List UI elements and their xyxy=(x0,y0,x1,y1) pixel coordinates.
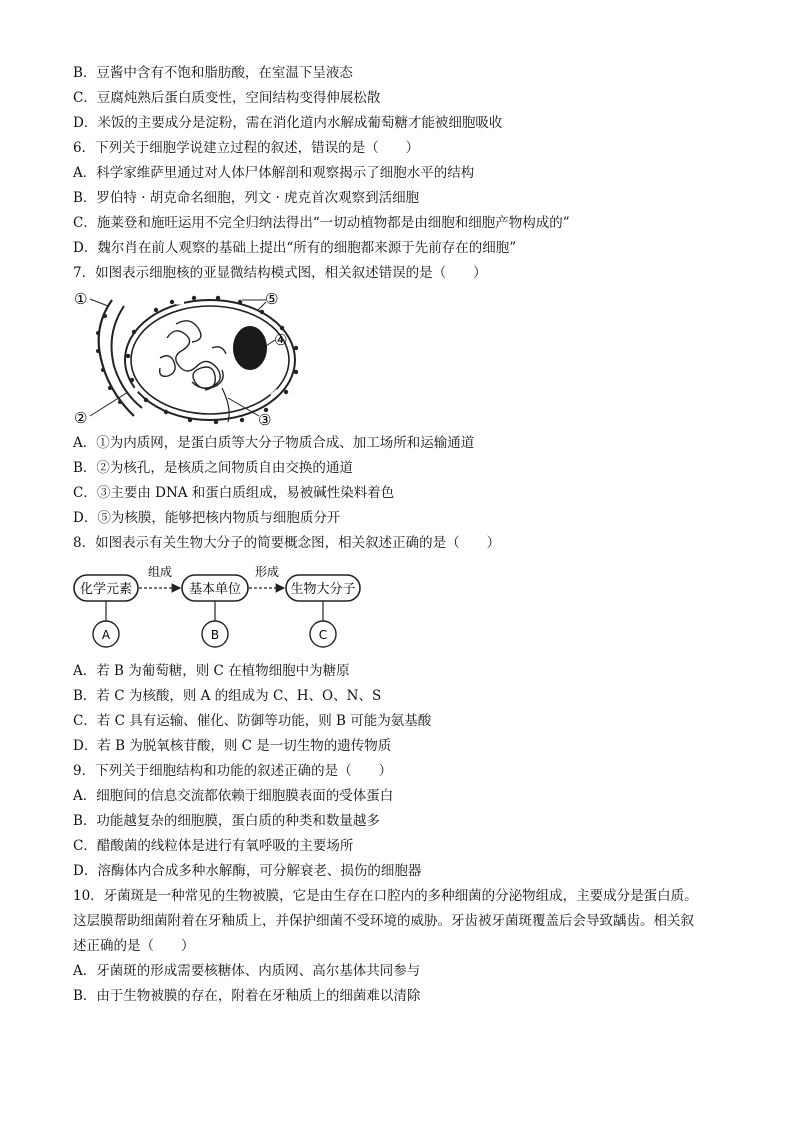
q6-option-b: B．罗伯特 · 胡克命名细胞，列文 · 虎克首次观察到活细胞 xyxy=(73,190,420,206)
q8-option-b: B．若 C 为核酸，则 A 的组成为 C、H、O、N、S xyxy=(73,688,382,704)
label-4: ④ xyxy=(274,331,288,349)
concept-diagram xyxy=(72,563,362,655)
q9-option-b: B．功能越复杂的细胞膜，蛋白质的种类和数量越多 xyxy=(73,813,380,829)
q7-option-b: B．②为核孔，是核质之间物质自由交换的通道 xyxy=(73,460,353,476)
q8-option-a: A．若 B 为葡萄糖，则 C 在植物细胞中为糖原 xyxy=(73,663,350,679)
label-5: ⑤ xyxy=(265,290,279,308)
q6-option-d: D．魏尔肖在前人观察的基础上提出“所有的细胞都来源于先前存在的细胞” xyxy=(73,240,517,256)
q6-option-c: C．施莱登和施旺运用不完全归纳法得出“一切动植物都是由细胞和细胞产物构成的” xyxy=(73,215,570,231)
q5-option-c: C．豆腐炖熟后蛋白质变性，空间结构变得伸展松散 xyxy=(73,90,381,106)
q9-option-a: A．细胞间的信息交流都依赖于细胞膜表面的受体蛋白 xyxy=(73,788,394,804)
label-3: ③ xyxy=(258,411,272,428)
circle2-text: B xyxy=(210,628,220,642)
arrow1-text: 组成 xyxy=(147,565,173,579)
q9-option-d: D．溶酶体内合成多种水解酶，可分解衰老、损伤的细胞器 xyxy=(73,863,422,879)
q10-option-b: B．由于生物被膜的存在，附着在牙釉质上的细菌难以清除 xyxy=(73,988,421,1004)
q7-option-a: A．①为内质网，是蛋白质等大分子物质合成、加工场所和运输通道 xyxy=(73,435,475,451)
chromatin-tail xyxy=(222,388,229,422)
q9-option-c: C．醋酸菌的线粒体是进行有氧呼吸的主要场所 xyxy=(73,838,354,854)
q8-stem: 8．如图表示有关生物大分子的简要概念图，相关叙述正确的是（ ） xyxy=(73,535,501,551)
q6-option-a: A．科学家维萨里通过对人体尸体解剖和观察揭示了细胞水平的结构 xyxy=(73,165,475,181)
label-1: ① xyxy=(74,290,88,308)
q5-option-d: D．米饭的主要成分是淀粉，需在消化道内水解成葡萄糖才能被细胞吸收 xyxy=(73,115,503,131)
nuclear-envelope-outer xyxy=(125,300,295,420)
q8-option-d: D．若 B 为脱氧核苷酸，则 C 是一切生物的遗传物质 xyxy=(73,738,392,754)
q6-stem: 6．下列关于细胞学说建立过程的叙述，错误的是（ ） xyxy=(73,140,420,156)
nucleolus xyxy=(233,326,267,370)
q9-stem: 9．下列关于细胞结构和功能的叙述正确的是（ ） xyxy=(73,763,393,779)
q10-stem-line1: 10．牙菌斑是一种常见的生物被膜，它是由生存在口腔内的多种细菌的分泌物组成，主要成分是蛋白质。 xyxy=(73,888,698,904)
box3-text: 生物大分子 xyxy=(290,582,356,597)
q7-option-d: D．⑤为核膜，能够把核内物质与细胞质分开 xyxy=(73,510,341,526)
q10-option-a: A．牙菌斑的形成需要核糖体、内质网、高尔基体共同参与 xyxy=(73,963,421,979)
q10-stem-line3: 述正确的是（ ） xyxy=(73,938,195,954)
q10-stem-line2: 这层膜帮助细菌附着在牙釉质上，并保护细菌不受环境的威胁。牙齿被牙菌斑覆盖后会导致龋齿。相关叙 xyxy=(73,913,694,929)
q7-option-c: C．③主要由 DNA 和蛋白质组成，易被碱性染料着色 xyxy=(73,485,395,501)
arrow2-text: 形成 xyxy=(254,565,280,579)
circle1-text: A xyxy=(101,628,111,642)
q8-option-c: C．若 C 具有运输、催化、防御等功能，则 B 可能为氨基酸 xyxy=(73,713,432,729)
circle3-text: C xyxy=(318,628,328,642)
box2-text: 基本单位 xyxy=(188,582,242,597)
nuclear-envelope-inner xyxy=(131,306,289,414)
label-2: ② xyxy=(74,409,88,427)
nucleus-diagram xyxy=(72,288,302,428)
q5-option-b: B．豆酱中含有不饱和脂肪酸，在室温下呈液态 xyxy=(73,65,353,81)
envelope-ribosomes xyxy=(126,296,298,424)
q7-stem: 7．如图表示细胞核的亚显微结构模式图，相关叙述错误的是（ ） xyxy=(73,265,487,281)
box1-text: 化学元素 xyxy=(79,582,133,597)
chromatin xyxy=(160,321,226,390)
